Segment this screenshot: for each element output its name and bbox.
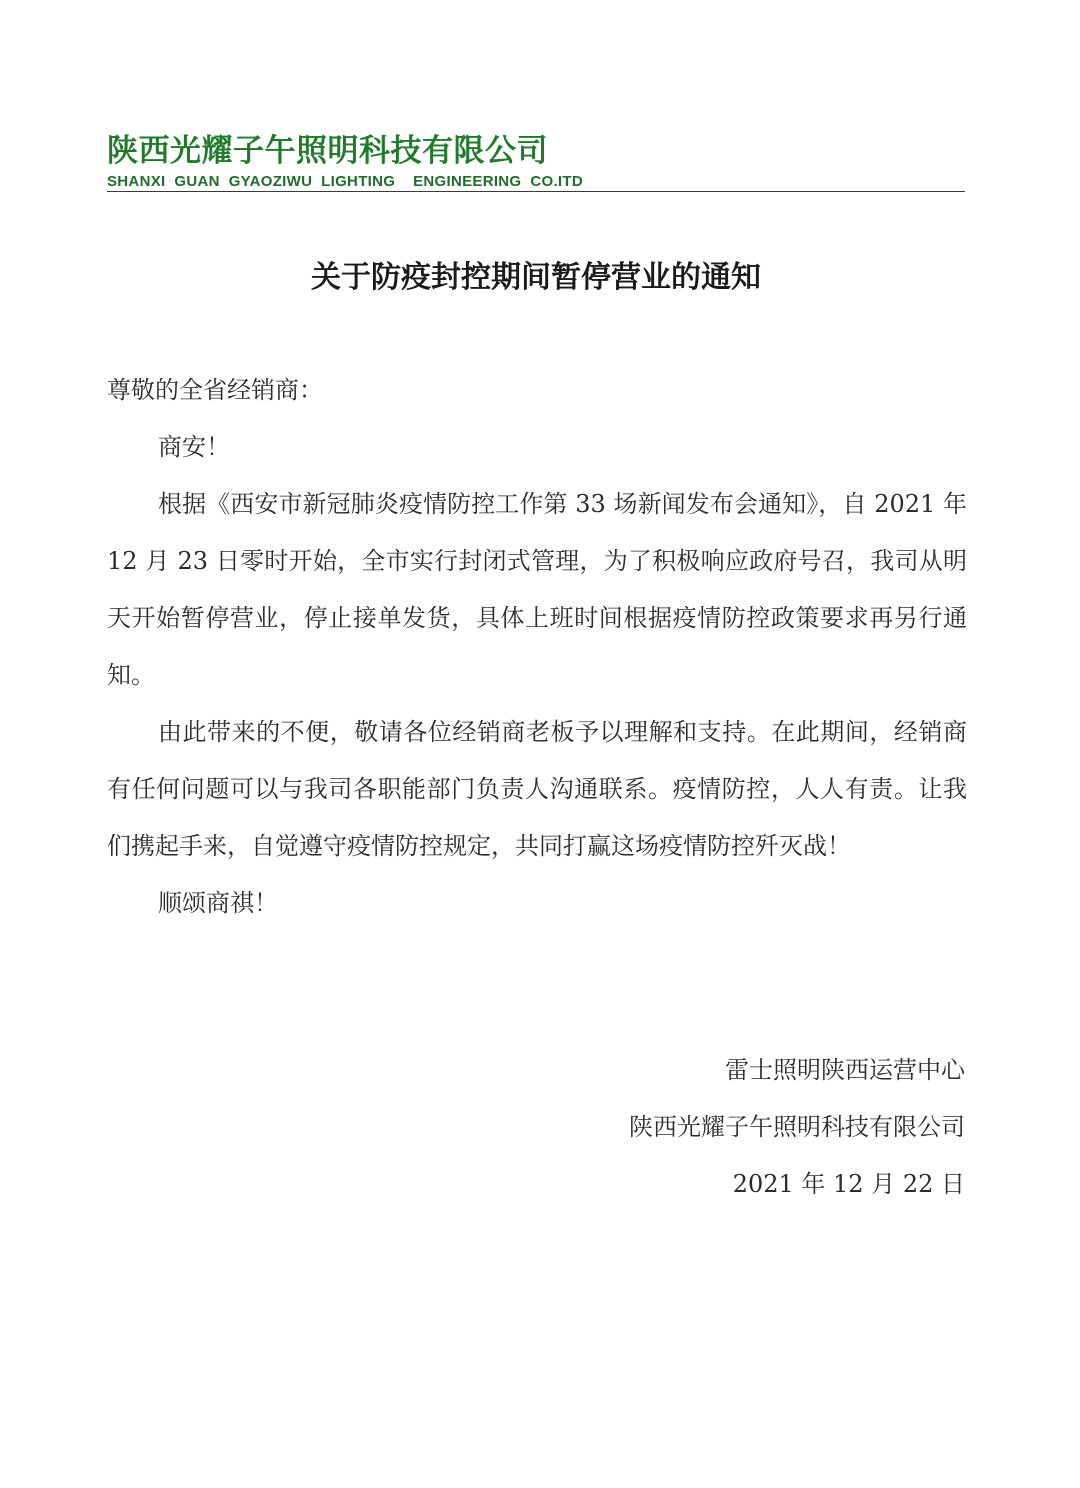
paragraph-2: 由此带来的不便，敬请各位经销商老板予以理解和支持。在此期间，经销商有任何问题可以与我司各职能部门负责人沟通联系。疫情防控，人人有责。让我们携起手来，自觉遵守疫情防控规定，共同打赢这场疫情防控歼灭战！ <box>107 718 967 860</box>
salutation: 尊敬的全省经销商： <box>107 376 323 404</box>
signature-org-1: 雷士照明陕西运营中心 <box>725 1056 965 1084</box>
letterhead-divider <box>107 191 965 192</box>
signature-block <box>629 1042 965 1213</box>
closing: 顺颂商祺！ <box>158 889 278 917</box>
greeting: 商安！ <box>158 433 230 461</box>
company-name-en: SHANXI GUAN GYAOZIWU LIGHTING ENGINEERING CO.ITD <box>107 173 583 190</box>
signature-date: 2021 年 12 月 22 日 <box>732 1170 965 1198</box>
notice-body <box>107 362 967 932</box>
letterhead <box>107 132 965 192</box>
paragraph-1: 根据《西安市新冠肺炎疫情防控工作第 33 场新闻发布会通知》，自 2021 年 12 月 23 日零时开始，全市实行封闭式管理，为了积极响应政府号召，我司从明天开始暂停营业，停止接单发货，具体上班时间根据疫情防控政策要求再另行通知。 <box>107 490 967 689</box>
signature-org-2: 陕西光耀子午照明科技有限公司 <box>629 1113 965 1141</box>
document-title: 关于防疫封控期间暂停营业的通知 <box>311 260 761 295</box>
company-name-cn: 陕西光耀子午照明科技有限公司 <box>107 133 548 169</box>
